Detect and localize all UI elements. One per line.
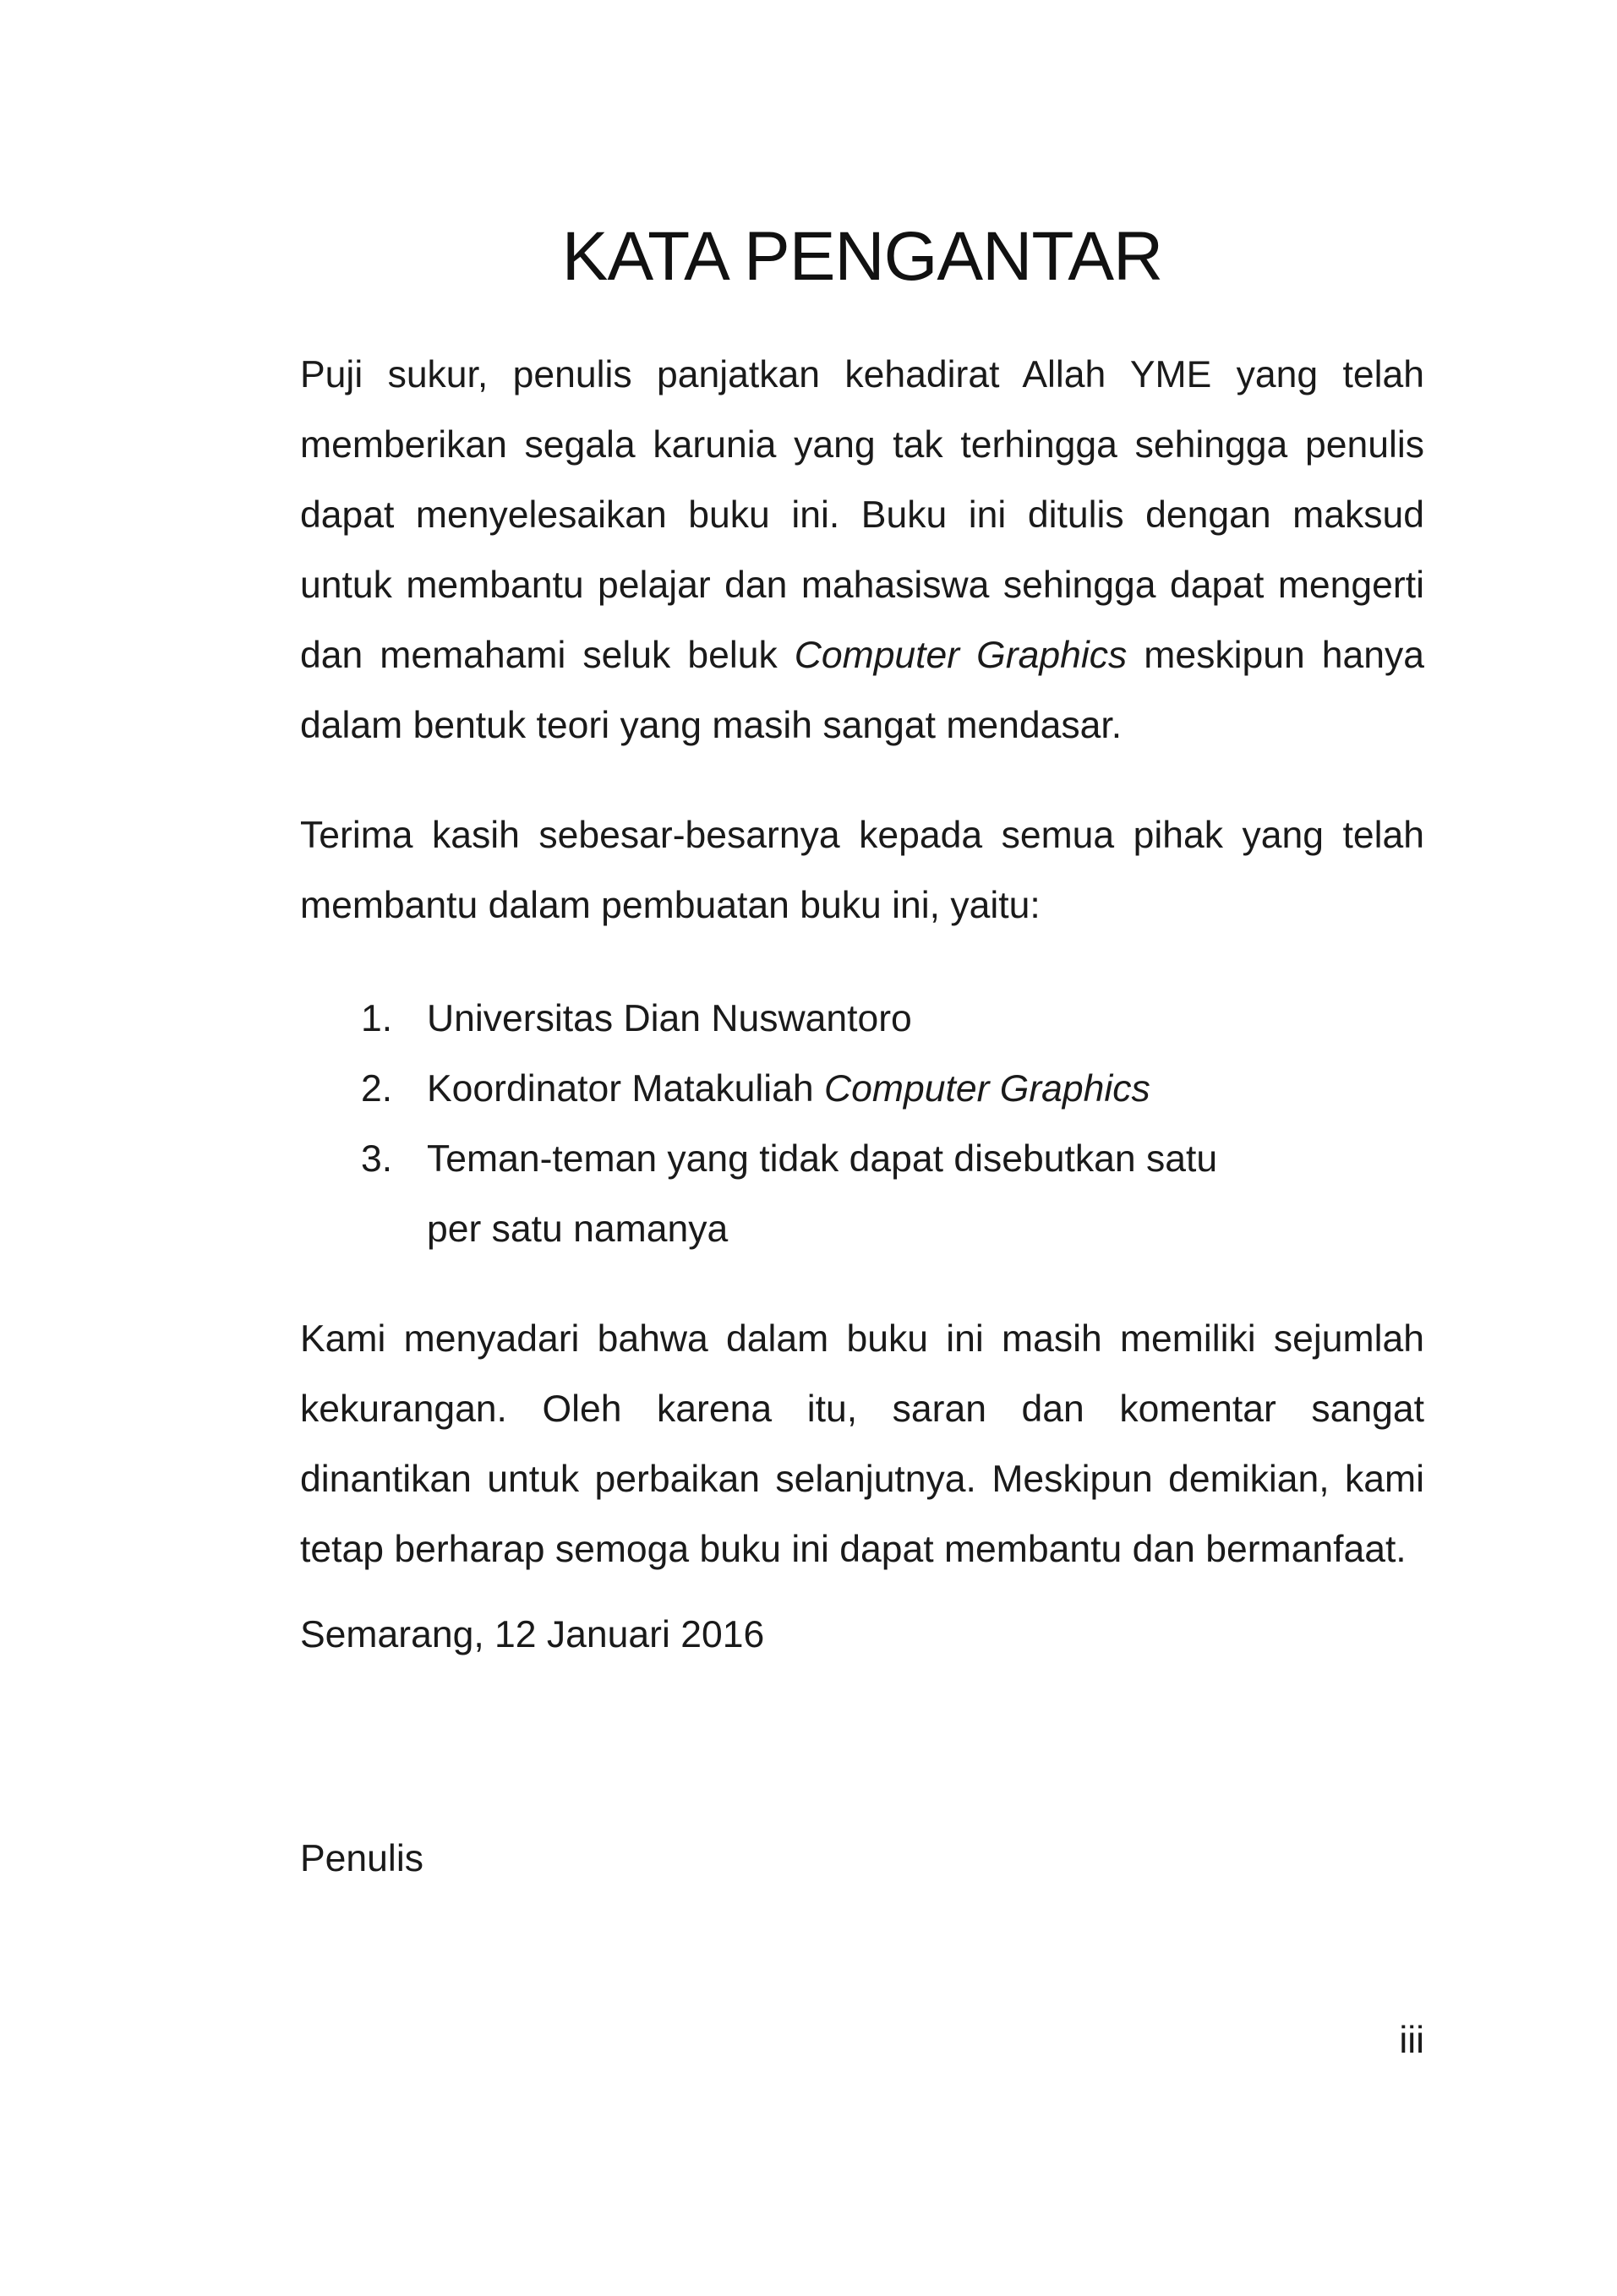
paragraph-intro — [300, 340, 1424, 761]
thanks-list — [300, 984, 1424, 1264]
paragraph-intro-italic: Computer Graphics — [794, 635, 1128, 676]
place-date: Semarang, 12 Januari 2016 — [300, 1614, 765, 1655]
signature-author: Penulis — [300, 1838, 423, 1879]
list-item-italic: Computer Graphics — [824, 1068, 1150, 1110]
paragraph-closing: Kami menyadari bahwa dalam buku ini masih memiliki sejumlah kekurangan. Oleh karena itu, saran dan komentar sangat dinantikan untuk perbaikan selanjutnya. Meskipun demikian, kami tetap berharap semoga buku ini dapat membantu dan bermanfaat. — [300, 1318, 1424, 1570]
page-number: iii — [1399, 2020, 1424, 2061]
list-item — [300, 984, 1424, 1054]
list-item-text: Universitas Dian Nuswantoro — [427, 998, 912, 1039]
list-item — [300, 1054, 1424, 1124]
list-item-number: 3. — [361, 1138, 393, 1180]
list-item — [300, 1124, 1424, 1264]
paragraph-thanks: Terima kasih sebesar-besarnya kepada semua pihak yang telah membantu dalam pembuatan buku ini, yaitu: — [300, 815, 1424, 926]
list-item-text: Teman-teman yang tidak dapat disebutkan satu per satu namanya — [427, 1138, 1218, 1250]
list-item-number: 2. — [361, 1068, 393, 1110]
list-item-text: Koordinator Matakuliah — [427, 1068, 824, 1110]
paragraph-intro-text-2: meskipun hanya dalam bentuk teori yang masih sangat mendasar. — [300, 635, 1424, 746]
list-item-number: 1. — [361, 998, 393, 1039]
page-title: KATA PENGANTAR — [561, 218, 1163, 295]
paragraph-intro-text-1: Puji sukur, penulis panjatkan kehadirat Allah YME yang telah memberikan segala karunia yang tak terhingga sehingga penulis dapat menyelesaikan buku ini. Buku ini ditulis dengan maksud untuk membantu pelajar dan mahasiswa sehingga dapat mengerti dan memahami seluk beluk — [300, 354, 1424, 676]
